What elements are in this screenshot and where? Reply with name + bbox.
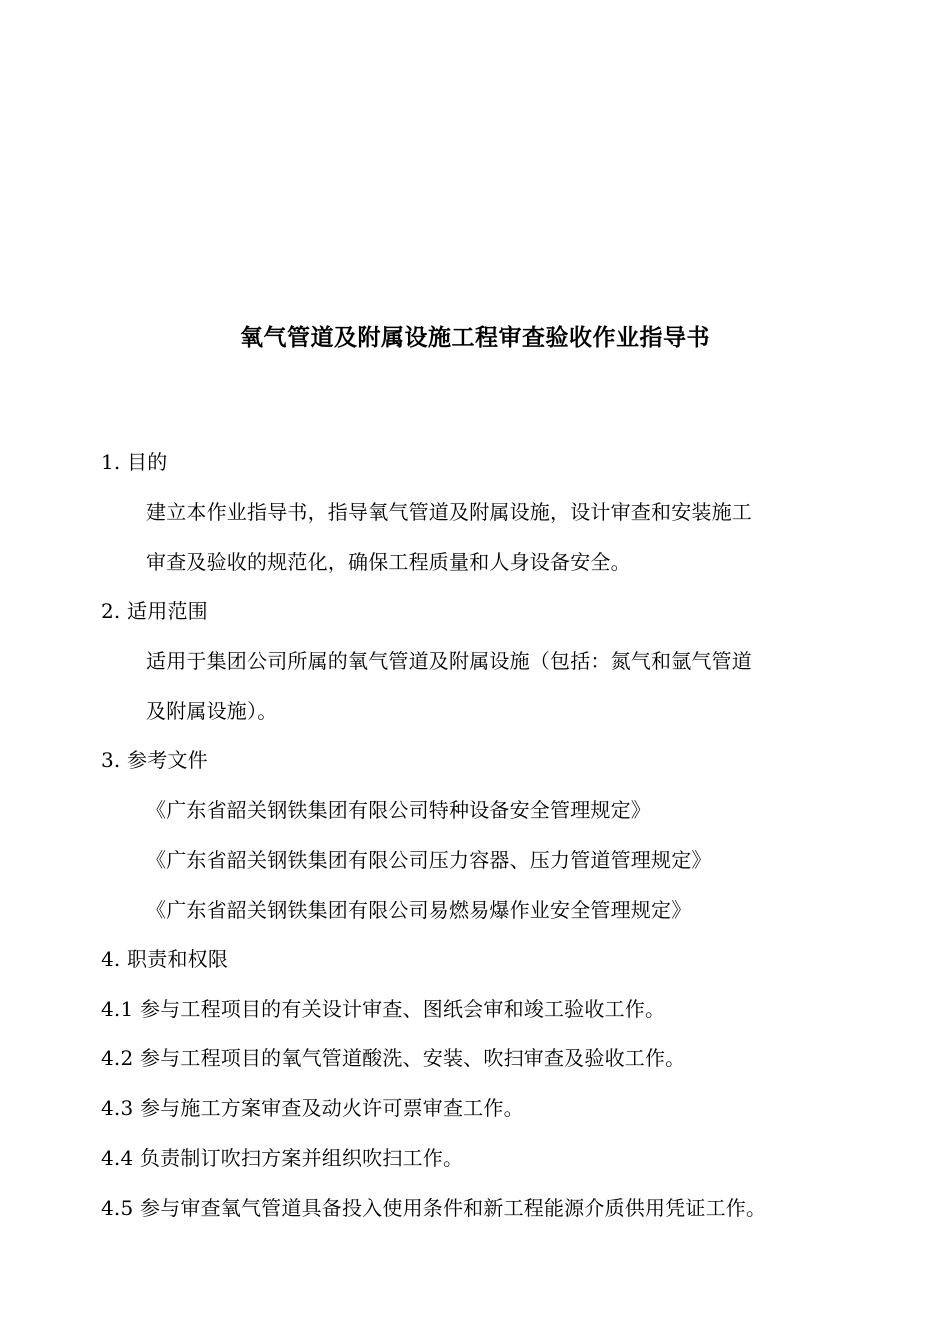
- responsibility-item: 4.2 参与工程项目的氧气管道酸洗、安装、吹扫审查及验收工作。: [101, 1046, 686, 1070]
- document-title: 氧气管道及附属设施工程审查验收作业指导书: [240, 324, 710, 351]
- responsibility-item: 4.5 参与审查氧气管道具备投入使用条件和新工程能源介质供用凭证工作。: [101, 1196, 767, 1220]
- reference-item: 《广东省韶关钢铁集团有限公司压力容器、压力管道管理规定》: [146, 848, 712, 872]
- responsibility-item: 4.1 参与工程项目的有关设计审查、图纸会审和竣工验收工作。: [101, 997, 666, 1021]
- reference-item: 《广东省韶关钢铁集团有限公司易燃易爆作业安全管理规定》: [146, 898, 692, 922]
- section-body-line: 适用于集团公司所属的氧气管道及附属设施（包括：氮气和氩气管道: [146, 649, 752, 673]
- section-heading-references: 3. 参考文件: [101, 748, 208, 772]
- section-body-line: 建立本作业指导书，指导氧气管道及附属设施，设计审查和安装施工: [146, 500, 752, 524]
- section-heading-responsibilities: 4. 职责和权限: [101, 947, 229, 971]
- section-body-line: 及附属设施）。: [146, 699, 278, 723]
- responsibility-item: 4.4 负责制订吹扫方案并组织吹扫工作。: [101, 1146, 464, 1170]
- section-heading-scope: 2. 适用范围: [101, 599, 208, 623]
- responsibility-item: 4.3 参与施工方案审查及动火许可票审查工作。: [101, 1096, 524, 1120]
- section-heading-purpose: 1. 目的: [101, 450, 168, 474]
- reference-item: 《广东省韶关钢铁集团有限公司特种设备安全管理规定》: [146, 798, 651, 822]
- section-body-line: 审查及验收的规范化，确保工程质量和人身设备安全。: [146, 550, 631, 574]
